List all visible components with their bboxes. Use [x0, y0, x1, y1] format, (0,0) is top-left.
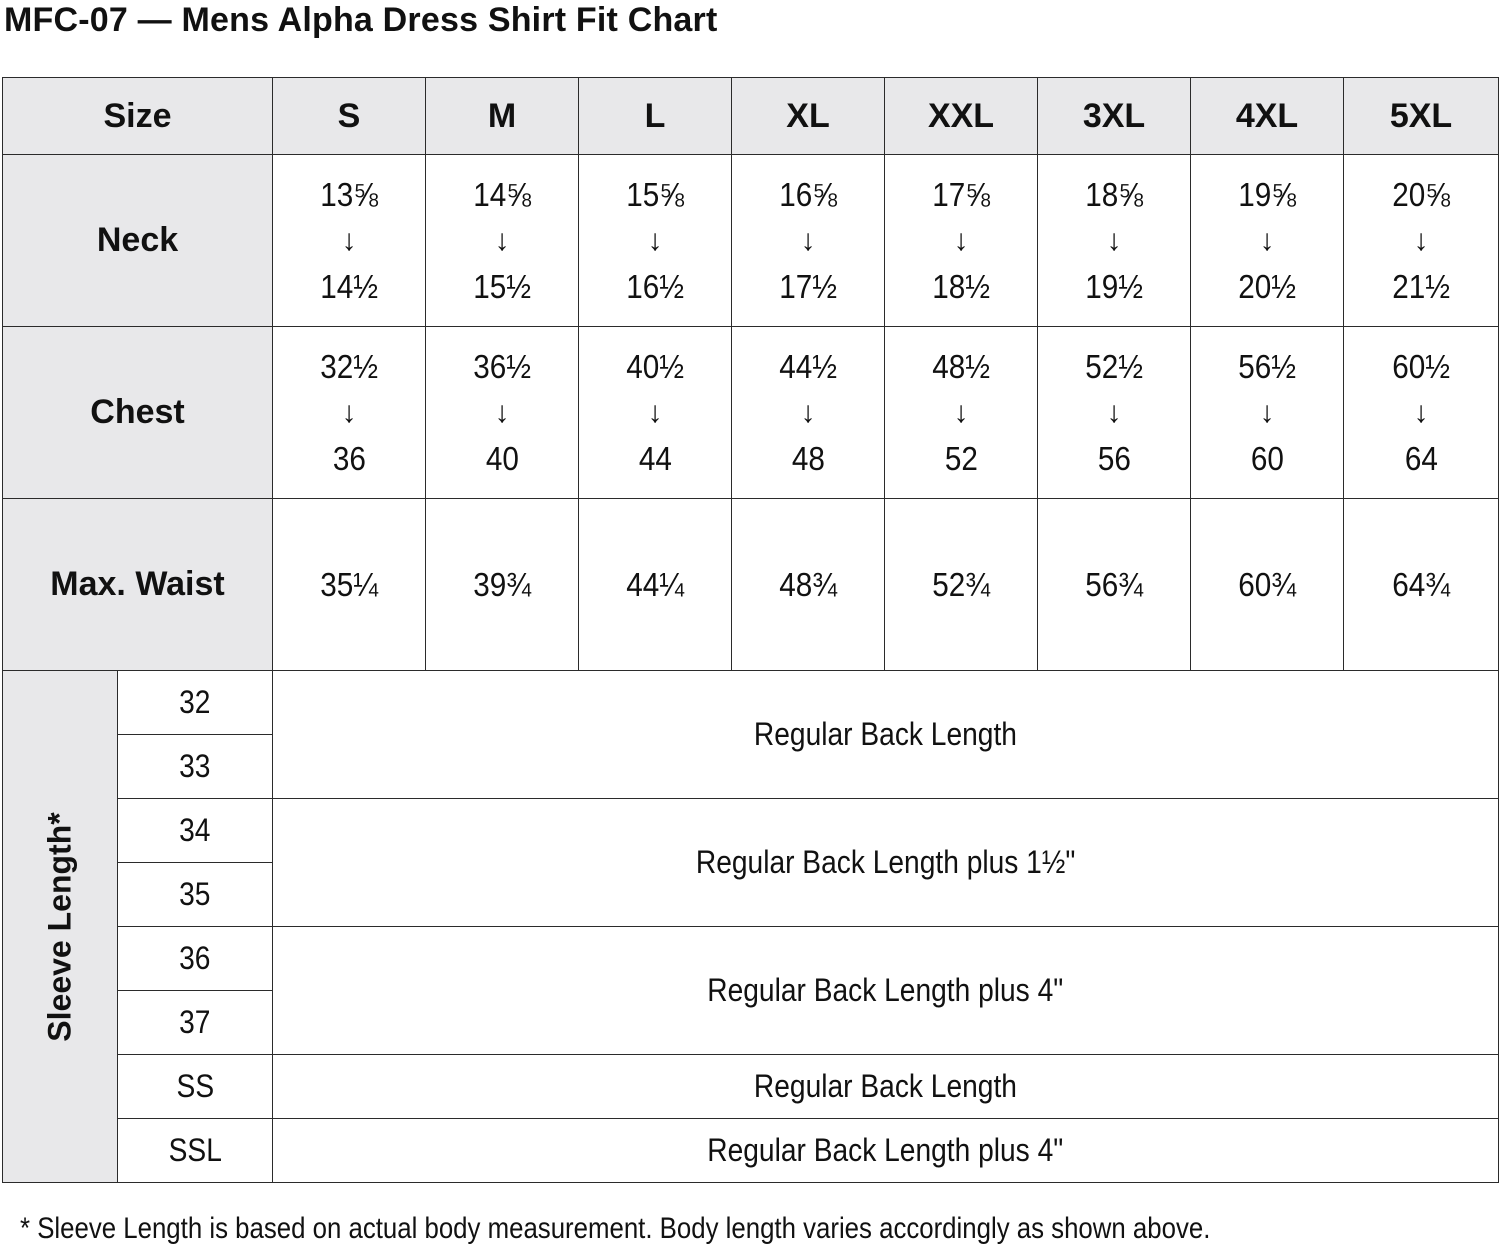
down-arrow-icon: ↓: [1259, 223, 1275, 257]
chest-cell: 32½ ↓ 36: [273, 327, 426, 499]
chest-cell: 36½ ↓ 40: [426, 327, 579, 499]
waist-cell: 60¾: [1191, 499, 1344, 671]
sleeve-row: [3, 671, 1499, 735]
chest-cell: 44½ ↓ 48: [732, 327, 885, 499]
sleeve-row: [3, 1119, 1499, 1183]
size-header-5xl: 5XL: [1344, 78, 1499, 155]
sleeve-row: [3, 1055, 1499, 1119]
down-arrow-icon: ↓: [341, 223, 357, 257]
waist-cell: 35¼: [273, 499, 426, 671]
chest-cell: 56½ ↓ 60: [1191, 327, 1344, 499]
waist-cell: 48¾: [732, 499, 885, 671]
neck-label: Neck: [3, 155, 273, 327]
waist-cell: 44¼: [579, 499, 732, 671]
neck-cell: 14⅝ ↓ 15½: [426, 155, 579, 327]
sleeve-row: [3, 799, 1499, 863]
chest-label: Chest: [3, 327, 273, 499]
neck-cell: 20⅝ ↓ 21½: [1344, 155, 1499, 327]
down-arrow-icon: ↓: [341, 395, 357, 429]
waist-cell: 64¾: [1344, 499, 1499, 671]
down-arrow-icon: ↓: [494, 395, 510, 429]
chest-cell: 60½ ↓ 64: [1344, 327, 1499, 499]
size-header-s: S: [273, 78, 426, 155]
down-arrow-icon: ↓: [647, 395, 663, 429]
sleeve-row: [3, 927, 1499, 991]
neck-cell: 16⅝ ↓ 17½: [732, 155, 885, 327]
size-header-l: L: [579, 78, 732, 155]
sleeve-length-cell: 32: [118, 671, 273, 735]
neck-cell: 18⅝ ↓ 19½: [1038, 155, 1191, 327]
neck-cell: 13⅝ ↓ 14½: [273, 155, 426, 327]
size-header-3xl: 3XL: [1038, 78, 1191, 155]
size-header-label: Size: [3, 78, 273, 155]
sleeve-length-cell: SSL: [118, 1119, 273, 1183]
down-arrow-icon: ↓: [953, 395, 969, 429]
waist-cell: 39¾: [426, 499, 579, 671]
waist-cell: 52¾: [885, 499, 1038, 671]
back-length-note: Regular Back Length plus 1½": [273, 799, 1499, 927]
back-length-note: Regular Back Length plus 4": [273, 1119, 1499, 1183]
down-arrow-icon: ↓: [953, 223, 969, 257]
down-arrow-icon: ↓: [1106, 223, 1122, 257]
down-arrow-icon: ↓: [1413, 395, 1429, 429]
neck-cell: 17⅝ ↓ 18½: [885, 155, 1038, 327]
chest-cell: 40½ ↓ 44: [579, 327, 732, 499]
down-arrow-icon: ↓: [800, 395, 816, 429]
size-header-m: M: [426, 78, 579, 155]
down-arrow-icon: ↓: [800, 223, 816, 257]
waist-label: Max. Waist: [3, 499, 273, 671]
down-arrow-icon: ↓: [1413, 223, 1429, 257]
neck-row: [3, 155, 1499, 327]
down-arrow-icon: ↓: [647, 223, 663, 257]
page-title: MFC-07 — Mens Alpha Dress Shirt Fit Chart: [4, 1, 718, 39]
sleeve-length-cell: 34: [118, 799, 273, 863]
back-length-note: Regular Back Length: [273, 671, 1499, 799]
chest-row: [3, 327, 1499, 499]
size-header-row: [3, 78, 1499, 155]
footnote: * Sleeve Length is based on actual body measurement. Body length varies accordingly as shown above.: [20, 1212, 1211, 1245]
back-length-note: Regular Back Length: [273, 1055, 1499, 1119]
chest-cell: 48½ ↓ 52: [885, 327, 1038, 499]
size-header-xl: XL: [732, 78, 885, 155]
down-arrow-icon: ↓: [494, 223, 510, 257]
size-header-xxl: XXL: [885, 78, 1038, 155]
back-length-note: Regular Back Length plus 4": [273, 927, 1499, 1055]
sleeve-length-cell: 33: [118, 735, 273, 799]
sleeve-length-cell: 35: [118, 863, 273, 927]
down-arrow-icon: ↓: [1106, 395, 1122, 429]
chest-cell: 52½ ↓ 56: [1038, 327, 1191, 499]
sleeve-length-cell: 36: [118, 927, 273, 991]
sleeve-length-label: Sleeve Length*: [3, 671, 118, 1183]
waist-cell: 56¾: [1038, 499, 1191, 671]
neck-cell: 15⅝ ↓ 16½: [579, 155, 732, 327]
down-arrow-icon: ↓: [1259, 395, 1275, 429]
neck-cell: 19⅝ ↓ 20½: [1191, 155, 1344, 327]
fit-chart-table: [2, 77, 1499, 1183]
sleeve-length-cell: 37: [118, 991, 273, 1055]
size-header-4xl: 4XL: [1191, 78, 1344, 155]
waist-row: [3, 499, 1499, 671]
sleeve-length-cell: SS: [118, 1055, 273, 1119]
